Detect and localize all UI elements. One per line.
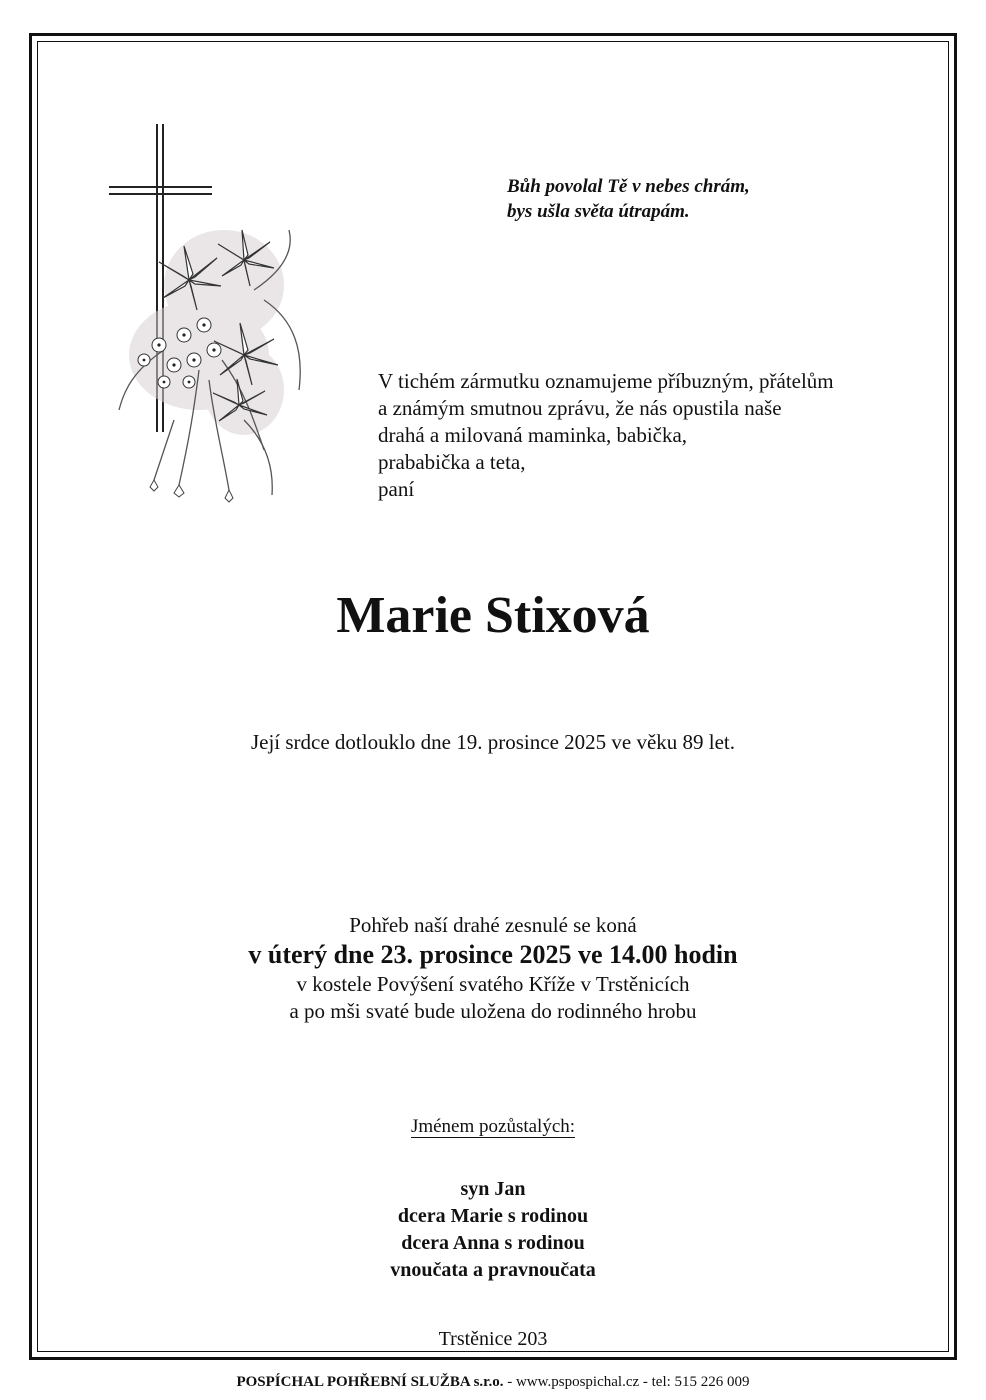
footer: [0, 1372, 986, 1392]
death-notice: Její srdce dotlouklo dne 19. prosince 2025 ve věku 89 let.: [250, 730, 736, 754]
funeral-datetime: v úterý dne 23. prosince 2025 ve 14.00 hodin: [248, 940, 738, 969]
intro-paragraph: [378, 368, 834, 503]
funeral-line: Pohřeb naší drahé zesnulé se koná: [349, 913, 637, 937]
survivor-item: dcera Anna s rodinou: [401, 1232, 585, 1254]
verse: [507, 174, 750, 224]
funeral-line: a po mši svaté bude uložena do rodinného hrobu: [289, 999, 697, 1023]
intro-line: paní: [378, 477, 415, 501]
intro-line: V tichém zármutku oznamujeme příbuzným, přátelům: [378, 369, 834, 393]
footer-contact: - www.pspospichal.cz - tel: 515 226 009: [503, 1374, 750, 1390]
survivor-item: syn Jan: [460, 1178, 526, 1200]
funeral-info: [0, 912, 986, 1025]
intro-line: a známým smutnou zprávu, že nás opustila naše: [378, 396, 782, 420]
survivors-heading: [0, 1114, 986, 1139]
survivors-label: Jménem pozůstalých:: [410, 1116, 576, 1137]
verse-line: Bůh povolal Tě v nebes chrám,: [507, 176, 750, 197]
deceased-name: Marie Stixová: [336, 587, 650, 644]
funeral-line: v kostele Povýšení svatého Kříže v Trstěnicích: [296, 972, 690, 996]
intro-line: drahá a milovaná maminka, babička,: [378, 423, 688, 447]
survivors-list: [0, 1176, 986, 1284]
survivor-item: vnoučata a pravnoučata: [390, 1259, 596, 1281]
survivor-item: dcera Marie s rodinou: [397, 1205, 589, 1227]
footer-company: POSPÍCHAL POHŘEBNÍ SLUŽBA s.r.o.: [236, 1374, 504, 1390]
verse-line: bys ušla světa útrapám.: [507, 201, 690, 222]
address: Trstěnice 203: [438, 1328, 548, 1350]
intro-line: prababička a teta,: [378, 450, 526, 474]
cross-with-lilies-icon: [104, 120, 314, 505]
